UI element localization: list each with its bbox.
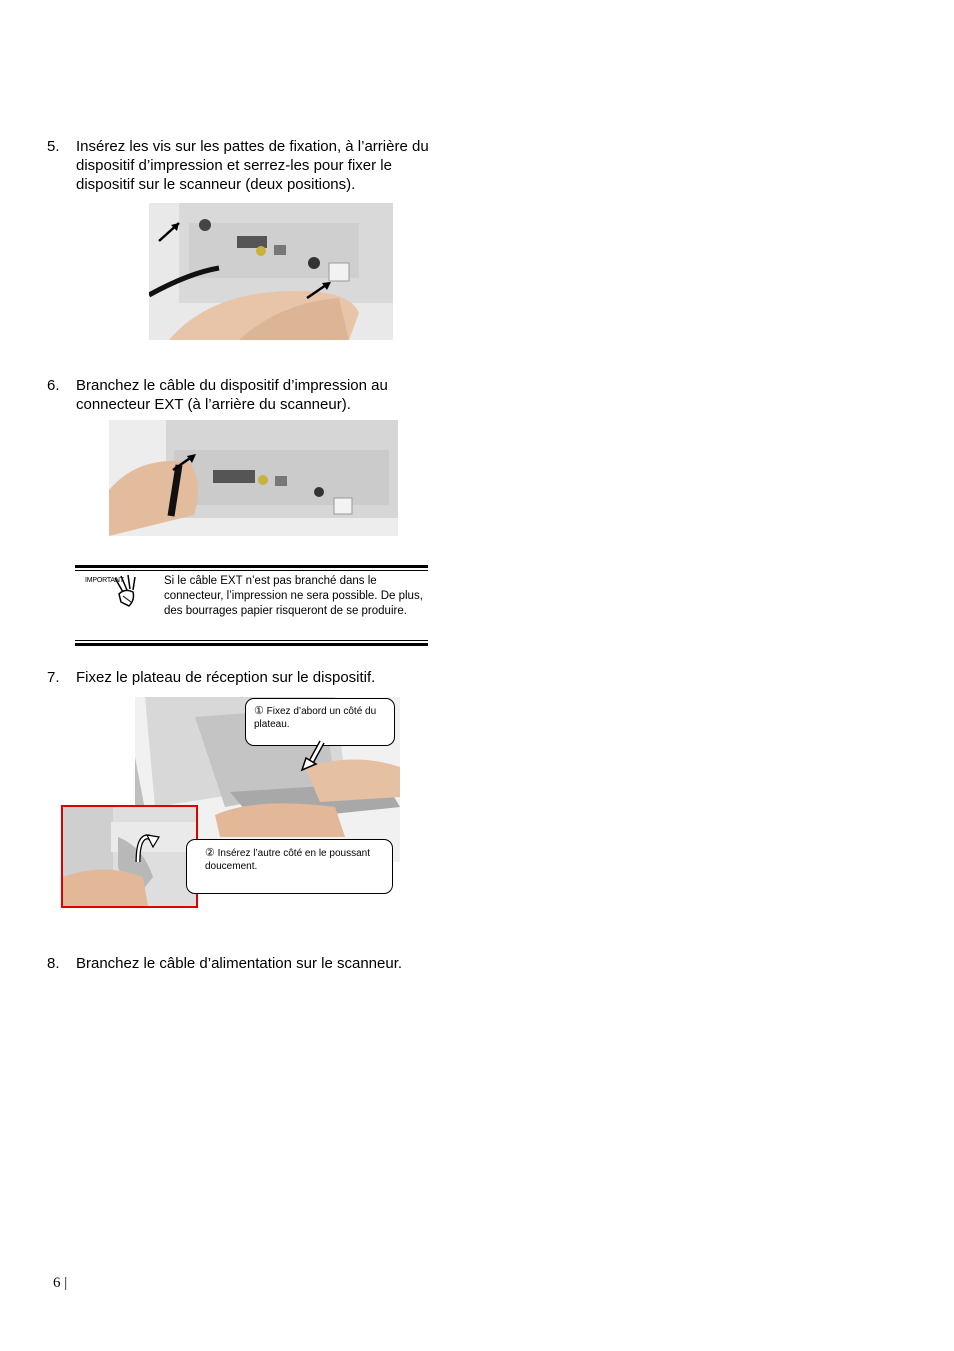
step-number: 8. bbox=[47, 955, 60, 972]
arrow-down-icon bbox=[300, 740, 330, 774]
step-number: 5. bbox=[47, 138, 60, 155]
page-number: 6 | bbox=[53, 1275, 68, 1291]
step-number: 6. bbox=[47, 377, 60, 394]
important-text: Si le câble EXT n’est pas branché dans le connecteur, l’impression ne sera possible. De plus, des bourrages papier risqueront de se produire. bbox=[164, 575, 423, 617]
callout-marker: ① bbox=[254, 705, 264, 717]
step-7 bbox=[47, 668, 437, 687]
photo-inset-detail bbox=[61, 805, 198, 908]
important-note bbox=[75, 565, 428, 646]
pointing-hand-icon bbox=[111, 572, 147, 613]
callout-2 bbox=[186, 839, 393, 894]
step-text: Branchez le câble d’alimentation sur le scanneur. bbox=[76, 955, 403, 972]
step-6 bbox=[47, 376, 437, 414]
step-text: Fixez le plateau de réception sur le dispositif. bbox=[76, 669, 376, 686]
callout-text: Fixez d’abord un côté du plateau. bbox=[254, 706, 377, 730]
photo-screw-fixing bbox=[149, 203, 393, 340]
important-label: IMPORTANT bbox=[85, 577, 124, 584]
step-number: 7. bbox=[47, 669, 60, 686]
callout-text: Insérez l’autre côté en le poussant doucement. bbox=[205, 848, 370, 872]
step-text: Insérez les vis sur les pattes de fixation, à l’arrière du dispositif d’impression et serrez-les pour fixer le dispositif sur le scanneur (deux positions). bbox=[76, 138, 429, 193]
callout-1 bbox=[245, 698, 395, 746]
callout-marker: ② bbox=[205, 847, 215, 859]
step-5 bbox=[47, 137, 437, 194]
photo-ext-cable bbox=[109, 420, 398, 536]
step-text: Branchez le câble du dispositif d’impression au connecteur EXT (à l’arrière du scanneur). bbox=[76, 377, 388, 413]
step-8 bbox=[47, 954, 437, 973]
